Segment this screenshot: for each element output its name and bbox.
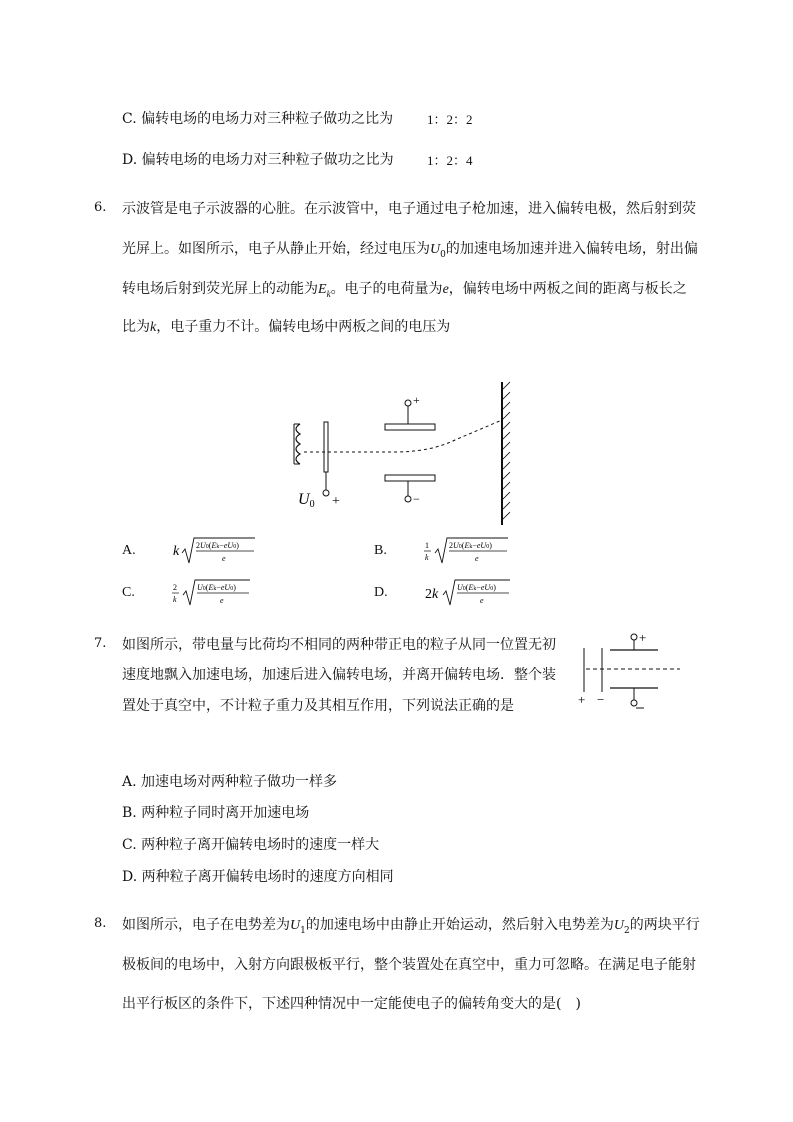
q8-number: 8.	[94, 916, 107, 931]
q5-option-d-text: 偏转电场的电场力对三种粒子做功之比为	[141, 152, 394, 168]
q6-option-b-expr	[422, 535, 514, 567]
q7-left-plus: +	[578, 692, 586, 707]
svg-text:1: 1	[425, 541, 429, 550]
svg-text:e: e	[475, 554, 479, 563]
q7-number: 7.	[94, 636, 107, 651]
upper-plate-plus: +	[413, 393, 420, 407]
q6-number: 6.	[94, 200, 107, 215]
q6-oscilloscope-figure	[280, 380, 520, 530]
svg-text:k: k	[173, 595, 177, 604]
q6-option-d-label: D.	[374, 585, 388, 600]
q7-line-1: 如图所示，带电量与比荷均不相同的两种带正电的粒子从同一位置无初	[122, 637, 556, 653]
q8-line-3: 出平行板区的条件下，下述四种情况中一定能使电子的偏转角变大的是( )	[122, 996, 581, 1012]
q6-line-1: 示波管是电子示波器的心脏。在示波管中，电子通过电子枪加速，进入偏转电极，然后射到荧	[122, 201, 696, 217]
q5-option-d	[122, 149, 394, 169]
q7-line-2: 速度地飘入加速电场，加速后进入偏转电场，并离开偏转电场．整个装	[122, 667, 556, 683]
q5-option-c-text: 偏转电场的电场力对三种粒子做功之比为	[141, 111, 394, 127]
q5-option-d-ratio: 1：2：4	[427, 153, 473, 168]
svg-text:2k: 2k	[425, 587, 439, 602]
u0-plus: +	[332, 494, 340, 509]
q7-option-b: B. 两种粒子同时离开加速电场	[122, 805, 310, 821]
q6-option-c-label: C.	[122, 585, 135, 600]
svg-text:U0(Ek−eU0): U0(Ek−eU0)	[457, 583, 496, 592]
q6-option-a-label: A.	[122, 543, 136, 558]
filament-coil	[296, 424, 300, 464]
q7-line-3: 置处于真空中，不计粒子重力及其相互作用，下列说法正确的是	[122, 698, 514, 714]
accelerating-plate	[324, 422, 328, 472]
svg-text:k: k	[425, 553, 429, 562]
q8-line-2: 极板间的电场中，入射方向跟极板平行，整个装置处在真空中，重力可忽略。在满足电子能射	[122, 957, 696, 973]
svg-text:e: e	[222, 554, 226, 563]
lower-plate-minus: −	[413, 492, 420, 506]
q7-option-d: D. 两种粒子离开偏转电场时的速度方向相同	[122, 869, 394, 885]
q5-option-c-label: C.	[122, 111, 137, 127]
svg-text:e: e	[220, 596, 224, 605]
q6-option-b-label: B.	[374, 543, 387, 558]
screen-hatching	[502, 382, 510, 520]
q8-line-1: 如图所示，电子在电势差为$U_1$的加速电场中由静止开始运动，然后射入电势差为$U_2$的两块平行	[122, 917, 700, 936]
svg-text:e: e	[480, 596, 484, 605]
lower-deflection-plate	[385, 475, 435, 481]
q7-left-minus: −	[597, 692, 605, 707]
svg-text:2U0(Ek−eU0): 2U0(Ek−eU0)	[196, 541, 239, 550]
q6-line-2: 光屏上。如图所示，电子从静止开始，经过电压为$U_0$的加速电场加速并进入偏转电场，射出偏	[122, 241, 698, 260]
upper-deflection-plate	[385, 424, 435, 430]
q5-option-c-ratio: 1：2：2	[427, 112, 473, 127]
u0-label: U0	[298, 491, 315, 510]
q6-option-d-expr	[422, 577, 514, 609]
q5-option-d-label: D.	[122, 152, 138, 168]
q7-option-c: C. 两种粒子离开偏转电场时的速度一样大	[122, 837, 380, 853]
q6-option-c-expr	[170, 577, 254, 609]
q7-option-a: A. 加速电场对两种粒子做功一样多	[122, 774, 338, 790]
q5-option-c	[122, 108, 393, 128]
svg-text:k: k	[173, 544, 180, 559]
q7-apparatus-figure	[572, 628, 684, 714]
q6-line-4: 比为k，电子重力不计。偏转电场中两板之间的电压为	[122, 319, 451, 335]
svg-text:2U0(Ek−eU0): 2U0(Ek−eU0)	[449, 541, 492, 550]
svg-text:U0(Ek−eU0): U0(Ek−eU0)	[197, 583, 236, 592]
svg-text:2: 2	[173, 583, 177, 592]
q6-line-3: 转电场后射到荧光屏上的动能为$E_k$。电子的电荷量为e，偏转电场中两板之间的距离与板长之	[122, 281, 687, 299]
q6-option-a-expr	[170, 535, 260, 567]
q7-top-plus: +	[639, 630, 647, 645]
